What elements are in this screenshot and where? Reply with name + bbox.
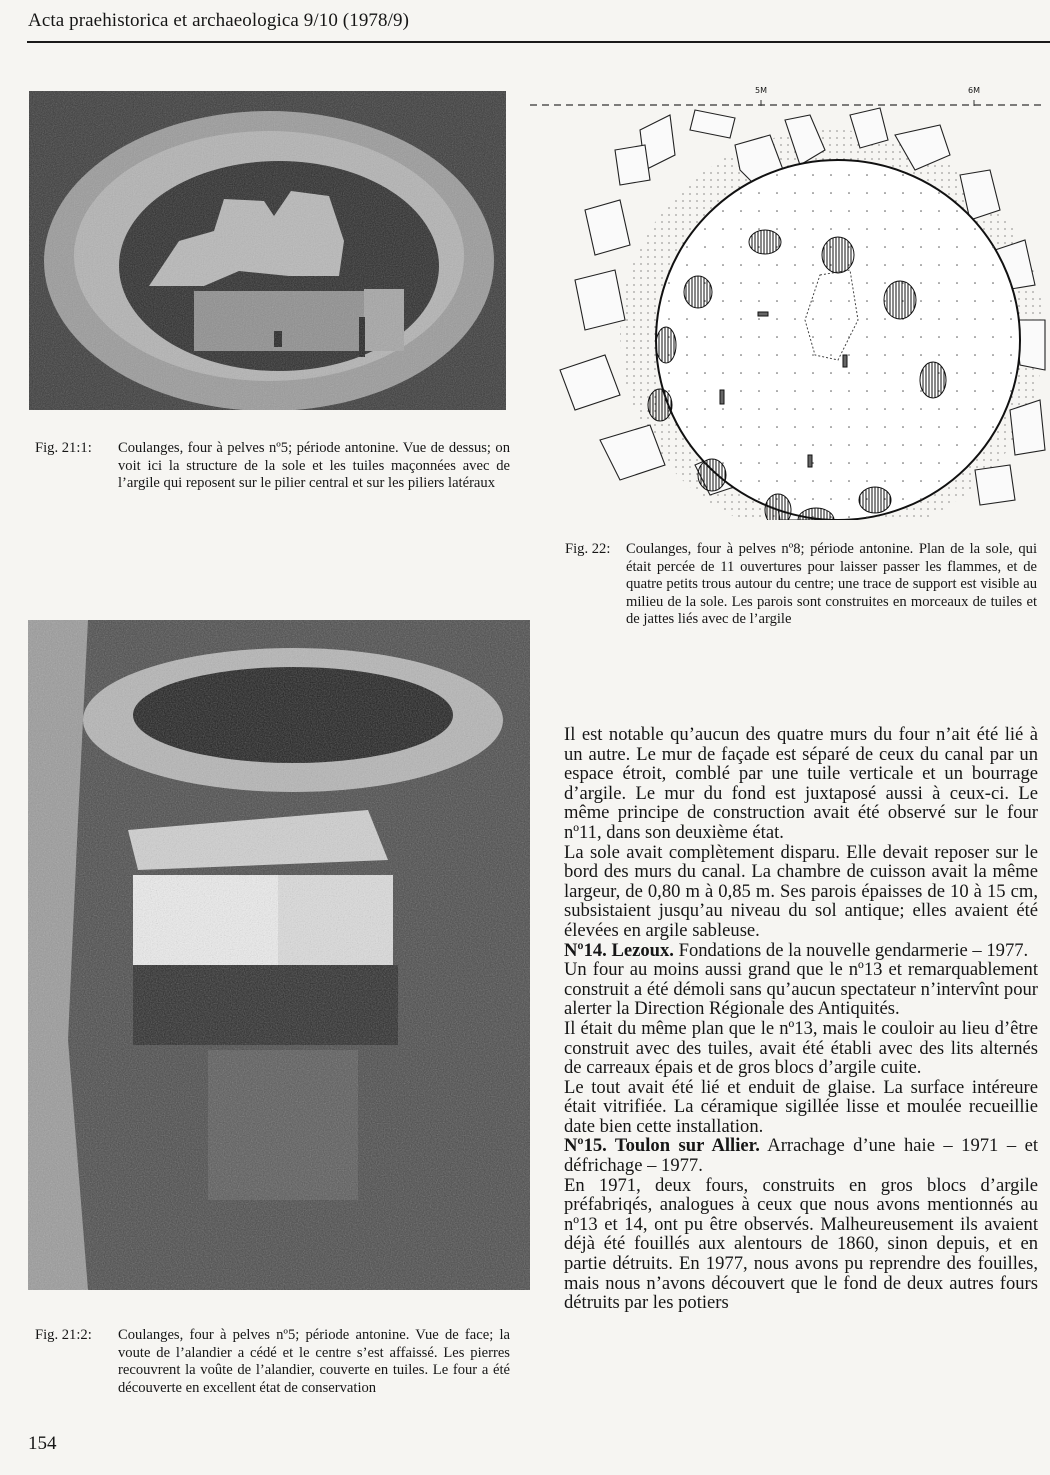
section-heading-14: [564, 941, 1038, 961]
section-subtitle: Fondations de la nouvelle gendarmerie – 1977.: [678, 939, 1029, 961]
caption-text: Coulanges, four à pelves nº5; période antonine. Vue de face; la voute de l’alandier a cédé et le centre s’est affaissé. Les pierres recouvrent la voûte de l’alandier, couverte en tuiles. Le four a été découverte en excellent état de conservation: [118, 1327, 510, 1396]
paragraph: Un four au moins aussi grand que le nº13 et remarquablement construit a été démoli sans qu’aucun spectateur n’intervînt pour alerter la Direction Régionale des Antiquités.: [564, 959, 1038, 1020]
paragraph: Il est notable qu’aucun des quatre murs du four n’ait été lié à un autre. Le mur de façade est séparé de ceux du canal par un espace étroit, comblé par une tuile verticale et un bourrage d’argile. Le mur du fond est juxtaposé aussi à ceux-ci. Le même principe de construction avait été observé sur le four nº11, dans son deuxième état.: [564, 724, 1038, 843]
figure-label: Fig. 21:1:: [35, 440, 92, 456]
figure-22-caption: [565, 541, 1037, 629]
figure-22-plan: [520, 80, 1050, 520]
figure-21-2-photo: [28, 620, 530, 1290]
figure-21-2-caption: [35, 1327, 510, 1397]
figure-label: Fig. 21:2:: [35, 1327, 92, 1343]
paragraph: En 1971, deux fours, construits en gros blocs d’argile préfabriqés, analogues à ceux que nous avons mentionnés au nº13 et 14, ont pu être observés. Malheureusement ils avaient déjà été fouillés aux alentours de 1860, sinon depuis, et en partie détruits. En 1977, nous avons pu reprendre des fouilles, mais nous n’avons découvert que le fond de deux autres fours détruits par les potiers: [564, 1174, 1038, 1314]
paragraph: Le tout avait été lié et enduit de glaise. La surface intéreure était vitrifiée. La céramique sigillée lisse et moulée recueillie date bien cette installation.: [564, 1076, 1038, 1137]
caption-text: Coulanges, four à pelves nº5; période antonine. Vue de dessus; on voit ici la structure de la sole et les tuiles maçonnées avec de l’argile qui reposent sur le pilier central et sur les piliers latéraux: [118, 440, 510, 492]
caption-text: Coulanges, four à pelves nº8; période antonine. Plan de la sole, qui était percée de 11 ouvertures pour laisser passer les flammes, et de quatre petits trous autour du centre; une trace de support est visible au milieu de la sole. Les parois sont construites en morceaux de tuiles et de jattes liés avec de l’argile: [626, 541, 1037, 628]
page-number: 154: [28, 1433, 57, 1454]
paragraph: Il était du même plan que le nº13, mais le couloir au lieu d’être construit avec des tuiles, avait été établi avec des lits alternés de carreaux épais et de gros blocs d’argile cuite.: [564, 1017, 1038, 1079]
body-text: [564, 725, 1038, 1313]
figure-label: Fig. 22:: [565, 541, 611, 557]
section-title: Nº14. Lezoux.: [564, 939, 674, 961]
section-subtitle: Arrachage d’une haie – 1971 – et défrichage – 1977.: [564, 1135, 1039, 1177]
header-rule: [27, 41, 1050, 43]
section-title: Nº15. Toulon sur Allier.: [564, 1135, 760, 1157]
paragraph: La sole avait complètement disparu. Elle devait reposer sur le bord des murs du canal. La chambre de cuisson avait la même largeur, de 0,80 m à 0,85 m. Ses parois épaisses de 10 à 15 cm, subsistaient jusqu’au niveau du sol antique; elles avaient été élevées en argile sableuse.: [564, 841, 1038, 941]
scale-label-5m: 5M: [755, 86, 767, 95]
scale-label-6m: 6M: [968, 86, 980, 95]
section-heading-15: [564, 1136, 1038, 1175]
running-head: Acta praehistorica et archaeologica 9/10 (1978/9): [28, 10, 410, 31]
figure-21-1-photo: [29, 91, 506, 410]
figure-21-1-caption: [35, 440, 510, 493]
